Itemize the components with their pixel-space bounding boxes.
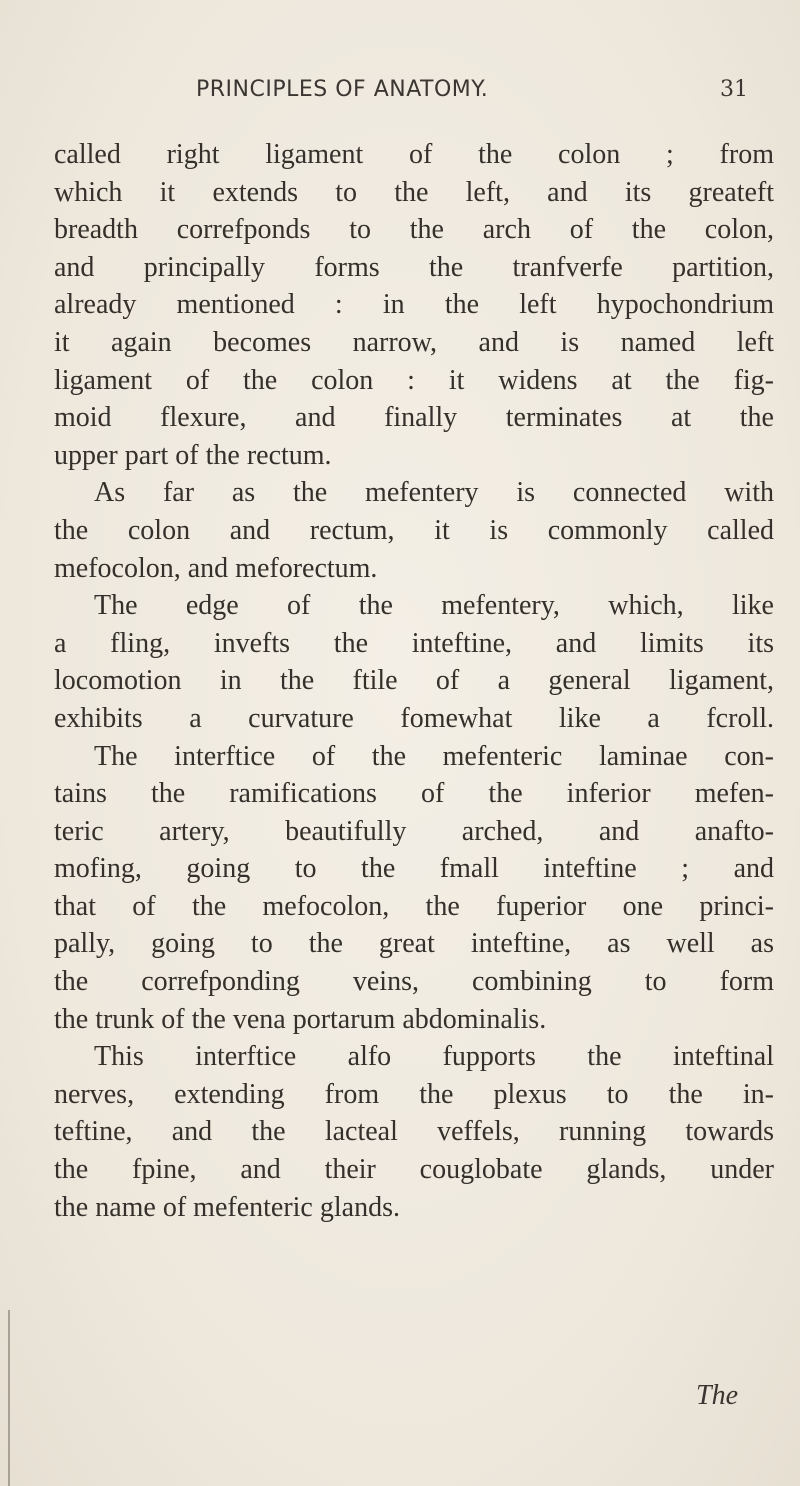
text-line: ligament of the colon : it widens at the fig- xyxy=(54,364,774,396)
running-head: PRINCIPLES OF ANATOMY. xyxy=(196,77,489,102)
text-line: the trunk of the vena portarum abdominalis. xyxy=(54,1003,547,1035)
text-line: mofing, going to the fmall inteftine ; and xyxy=(54,853,774,885)
paragraph-start-line: The interftice of the mefenteric laminae con- xyxy=(94,740,774,772)
text-line: a fling, invefts the inteftine, and limits its xyxy=(54,627,774,659)
paragraph-start-line: The edge of the mefentery, which, like xyxy=(94,590,774,622)
text-line: the name of mefenteric glands. xyxy=(54,1191,400,1223)
text-line: breadth correfponds to the arch of the colon, xyxy=(54,214,774,246)
text-line: teftine, and the lacteal veffels, running towards xyxy=(54,1116,774,1148)
page-edge-rule xyxy=(8,1310,10,1486)
catchword: The xyxy=(696,1380,738,1411)
text-line: mefocolon, and meforectum. xyxy=(54,552,378,584)
page-number: 31 xyxy=(720,77,748,102)
text-line: the colon and rectum, it is commonly called xyxy=(54,514,774,546)
body-text xyxy=(54,136,774,1226)
text-line: pally, going to the great inteftine, as well as xyxy=(54,928,774,960)
paragraph-start-line: This interftice alfo fupports the inteftinal xyxy=(94,1041,774,1073)
text-line: the fpine, and their couglobate glands, under xyxy=(54,1154,774,1186)
text-line: already mentioned : in the left hypochondrium xyxy=(54,289,774,321)
text-line: exhibits a curvature fomewhat like a fcroll. xyxy=(54,702,774,734)
text-line: nerves, extending from the plexus to the in- xyxy=(54,1078,774,1110)
text-line: locomotion in the ftile of a general ligament, xyxy=(54,665,774,697)
text-line: the correfponding veins, combining to form xyxy=(54,966,774,998)
paragraph-start-line: As far as the mefentery is connected with xyxy=(94,477,774,509)
text-line: and principally forms the tranfverfe partition, xyxy=(54,251,774,283)
text-line: teric artery, beautifully arched, and anafto- xyxy=(54,815,774,847)
text-line: tains the ramifications of the inferior mefen- xyxy=(54,778,774,810)
text-line: which it extends to the left, and its greateft xyxy=(54,176,774,208)
page-header xyxy=(196,77,748,113)
text-line: called right ligament of the colon ; from xyxy=(54,139,774,170)
text-line: that of the mefocolon, the fuperior one princi- xyxy=(54,890,774,922)
text-line: it again becomes narrow, and is named left xyxy=(54,326,774,358)
text-line: upper part of the rectum. xyxy=(54,439,332,471)
text-line: moid flexure, and finally terminates at the xyxy=(54,402,774,434)
